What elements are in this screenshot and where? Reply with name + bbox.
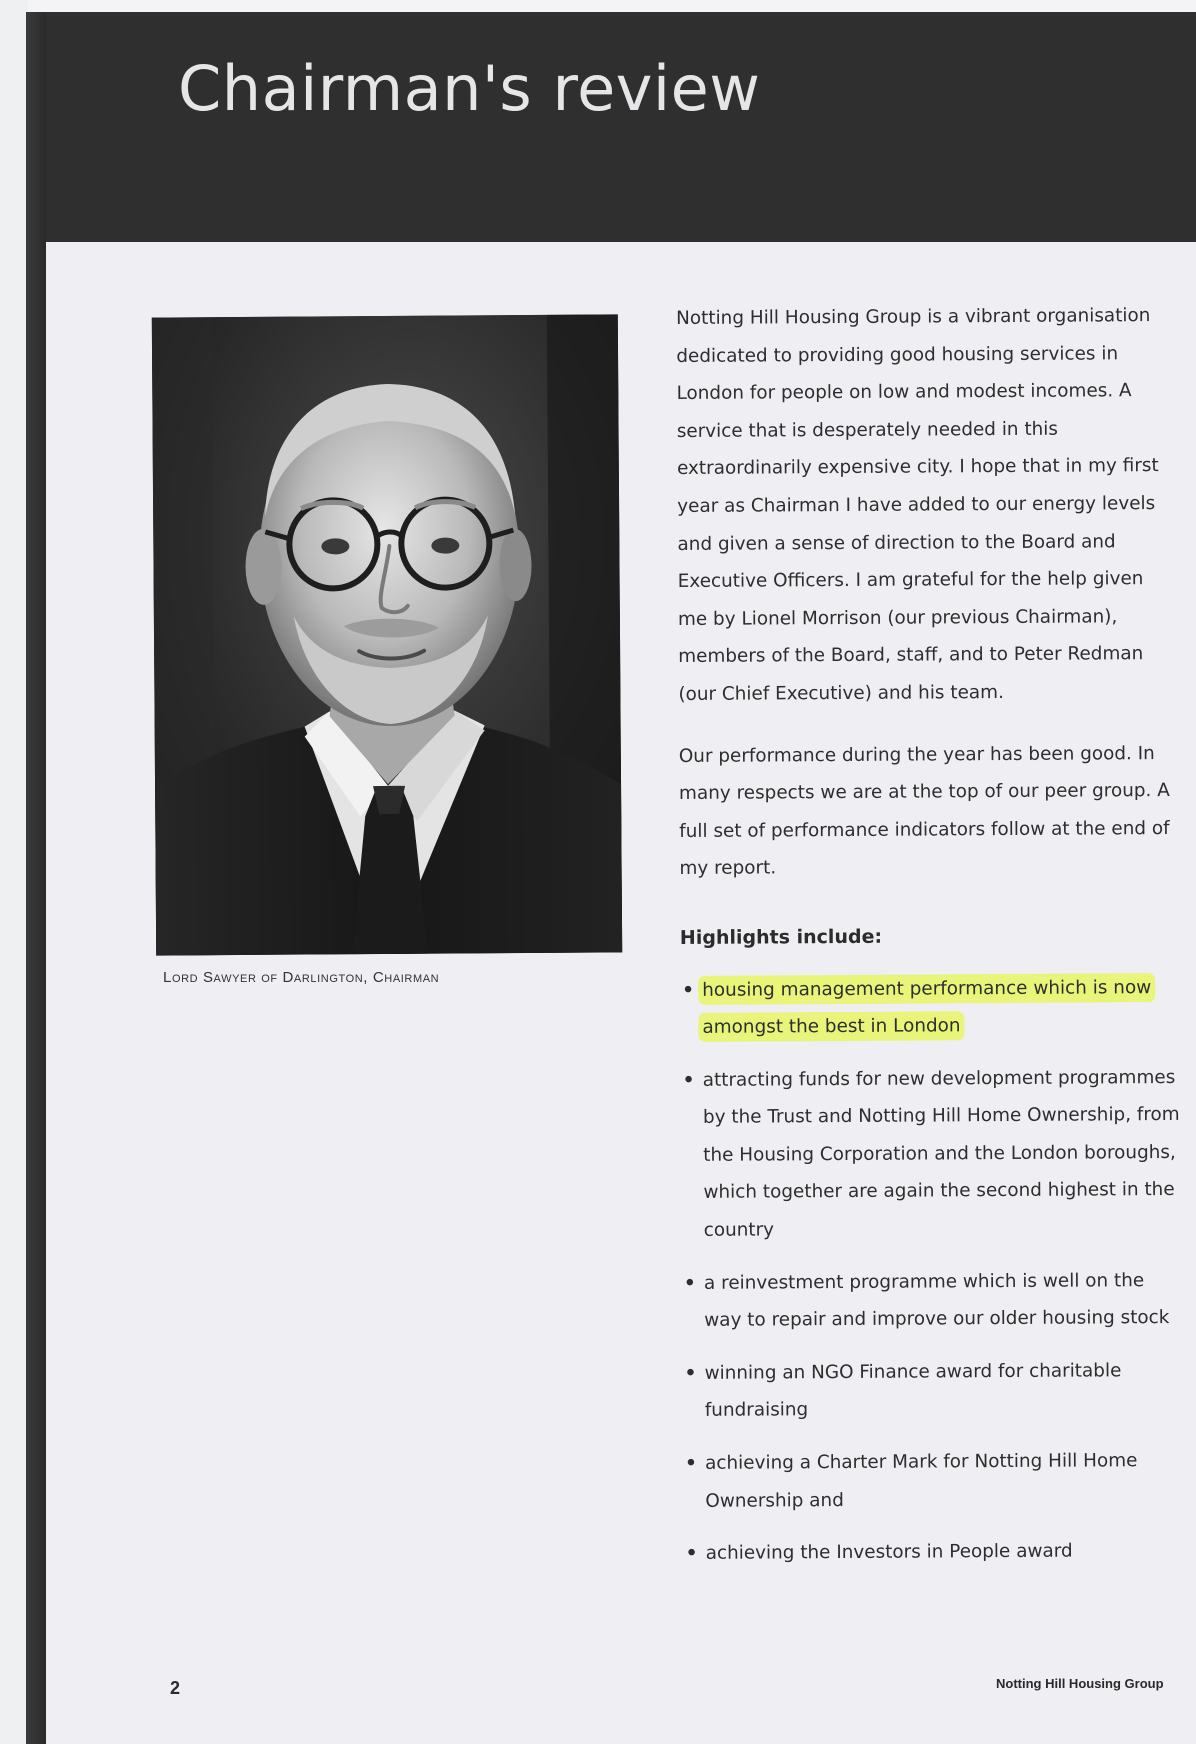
footer-organisation-name: Notting Hill Housing Group [996, 1676, 1164, 1691]
bullet-icon: • [683, 1272, 696, 1294]
highlighted-text: housing management performance which is now amongst the best in London [702, 976, 1152, 1038]
highlight-item [683, 1442, 1183, 1520]
highlight-text: achieving a Charter Mark for Notting Hill Home Ownership and [705, 1450, 1138, 1512]
performance-paragraph: Our performance during the year has been good. In many respects we are at the top of our peer group. A full set of performance indicators follow at the end of my report. [678, 742, 1170, 880]
highlight-item [682, 1352, 1182, 1430]
intro-paragraph: Notting Hill Housing Group is a vibrant organisation dedicated to providing good housing services in London for people on low and modest incomes. A service that is desperately needed in this extraordinarily expensive city. I hope that in my first year as Chairman I have added to our energy levels and given a sense of direction to the Board and Executive Officers. I am grateful for the help given me by Lionel Morrison (our previous Chairman), members of the Board, staff, and to Peter Redman (our Chief Executive) and his team. [676, 305, 1159, 705]
chairman-portrait-photo [152, 314, 622, 955]
highlight-text: achieving the Investors in People award [705, 1540, 1073, 1565]
highlights-heading: Highlights include: [679, 925, 883, 949]
highlights-list [680, 968, 1184, 1572]
header-band [26, 12, 1196, 242]
bullet-icon: • [682, 979, 695, 1001]
left-binding-bar [26, 12, 46, 1744]
article-text-column [676, 297, 1184, 1588]
highlight-item [684, 1532, 1184, 1573]
bullet-icon: • [685, 1452, 697, 1474]
highlight-item [682, 1262, 1182, 1340]
scan-margin-top [0, 0, 1196, 12]
highlight-text: winning an NGO Finance award for charitable fundraising [704, 1360, 1122, 1422]
highlight-text: a reinvestment programme which is well on the way to repair and improve our older housing stock [703, 1269, 1170, 1332]
page-number: 2 [170, 1678, 181, 1698]
page-title: Chairman's review [178, 52, 761, 125]
scan-margin-left [0, 0, 28, 1744]
bullet-icon: • [684, 1362, 697, 1384]
bullet-icon: • [682, 1069, 695, 1091]
highlight-text: attracting funds for new development programmes by the Trust and Notting Hill Home Ownership, from the Housing Corporation and the London boroughs, which together are again the second highest in the country [702, 1066, 1180, 1241]
photo-caption: Lord Sawyer of Darlington, Chairman [163, 969, 440, 986]
bullet-icon: • [685, 1543, 698, 1565]
highlight-item [681, 1059, 1182, 1250]
highlight-item [680, 968, 1180, 1046]
portrait-illustration [152, 314, 622, 955]
